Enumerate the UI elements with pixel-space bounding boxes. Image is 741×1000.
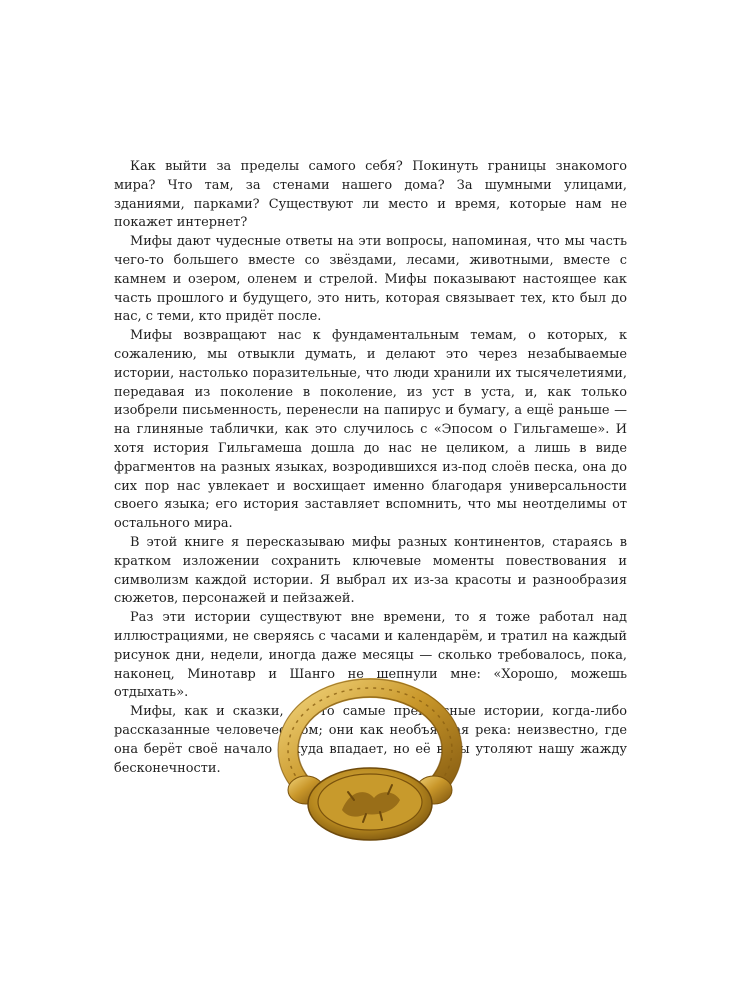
ring-illustration	[270, 672, 470, 852]
gold-signet-ring-icon	[270, 672, 470, 852]
paragraph: В этой книге я пересказываю мифы разных континентов, стараясь в кратком изложении сохранить ключевые моменты повествования и символизм каждой истории. Я выбрал их из-за красоты и разнообразия сюжетов, персонажей и пейзажей.	[114, 534, 627, 607]
paragraph: Как выйти за пределы самого себя? Покинуть границы знакомого мира? Что там, за стенами нашего дома? За шумными улицами, зданиями, парками? Существуют ли место и время, которые нам не покажет интернет?	[114, 159, 627, 231]
paragraph: Мифы дают чудесные ответы на эти вопросы, напоминая, что мы часть чего-то большего вместе со звёздами, лесами, животными, вместе с камнем и озером, оленем и стрелой. Мифы показывают настоящее как часть прошлого и будущего, это нить, которая связывает тех, кто был до нас, с теми, кто придёт после.	[114, 234, 627, 325]
paragraph: Мифы возвращают нас к фундаментальным темам, о которых, к сожалению, мы отвыкли думать, и делают это через незабываемые истории, настолько поразительные, что люди хранили их тысячелетиями, передавая из поколение в поколение, из уст в уста, и, как только изобрели письменность, перенесли на папирус и бумагу, а ещё раньше — на глиняные таблички, как это случилось с «Эпосом о Гильгамеше». И хотя история Гильгамеша дошла до нас не целиком, а лишь в виде фрагментов на разных языках, возродившихся из-под слоёв песка, она до сих пор нас увлекает и восхищает именно благодаря универсальности своего языка; его история заставляет вспомнить, что мы неотделимы от остального мира.	[114, 328, 627, 532]
paragraph: Мифы, как и сказки, — это самые прекрасные истории, когда-либо рассказанные человечеством; они как необъятная река: неизвестно, где она берёт своё начало и куда впадает, но её воды утоляют нашу жажду бесконечности.	[114, 704, 627, 776]
paragraph: Раз эти истории существуют вне времени, то я тоже работал над иллюстрациями, не сверяясь с часами и календарём, и тратил на каждый рисунок дни, недели, иногда даже месяцы — сколько требовалось, пока, наконец, Минотавр и Шанго не шепнули мне: «Хорошо, можешь отдыхать».	[114, 610, 627, 701]
